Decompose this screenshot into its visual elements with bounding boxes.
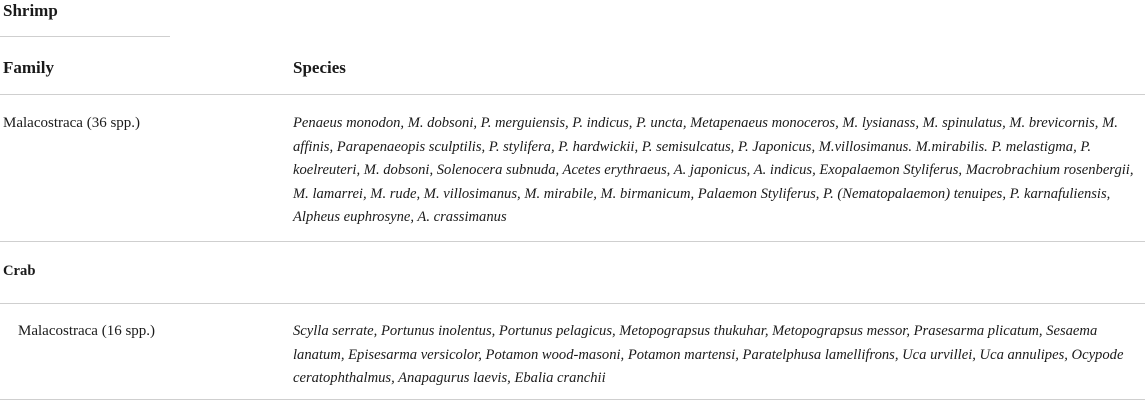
family-cell: Malacostraca (36 spp.)	[3, 115, 141, 131]
group-label-crab: Crab	[3, 263, 36, 279]
group-divider	[0, 303, 1145, 304]
family-cell: Malacostraca (16 spp.)	[18, 323, 156, 339]
species-cell: Penaeus monodon, M. dobsoni, P. merguiensis, P. indicus, P. uncta, Metapenaeus monoceros, M. lysianass, M. spinulatus, M. brevicornis, M. affinis, Parapenaeopis sculptilis, P. stylifera, P. hardwickii, P. semisulcatus, P. Japonicus, M.villosimanus. M.mirabilis. P. melastigma, P. koelreuteri, M. dobsoni, Solenocera subnuda, Acetes erythraeus, A. japonicus, A. indicus, Exopalaemon Styliferus, Macrobrachium rosenbergii, M. lamarrei, M. rude, M. villosimanus, M. mirabile, M. birmanicum, Palaemon Styliferus, P. (Nematopalaemon) tenuipes, P. karnafuliensis, Alpheus euphrosyne, A. crassimanus	[293, 115, 1134, 225]
row-divider	[0, 241, 1145, 242]
section-title-shrimp: Shrimp	[3, 1, 58, 20]
title-divider	[0, 36, 170, 37]
species-cell: Scylla serrate, Portunus inolentus, Portunus pelagicus, Metopograpsus thukuhar, Metopograpsus messor, Prasesarma plicatum, Sesaema lanatum, Episesarma versicolor, Potamon wood-masoni, Potamon martensi, Paratelphusa lamellifrons, Uca urvillei, Uca annulipes, Ocypode ceratophthalmus, Anapagurus laevis, Ebalia cranchii	[293, 323, 1124, 386]
column-header-species: Species	[293, 58, 346, 77]
column-header-family: Family	[3, 58, 54, 77]
header-divider	[0, 94, 1145, 95]
table-bottom-rule	[0, 399, 1145, 400]
